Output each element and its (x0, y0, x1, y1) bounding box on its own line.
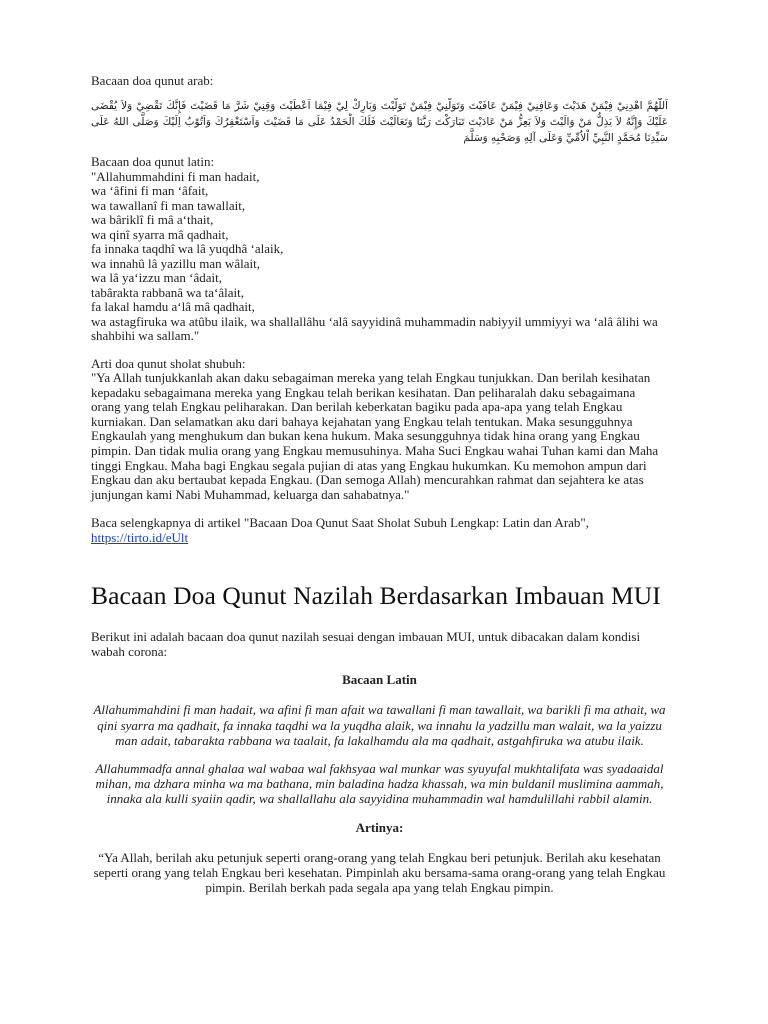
artinya-text: “Ya Allah, berilah aku petunjuk seperti orang-orang yang telah Engkau beri petunjuk. Berilah aku kesehatan seperti orang yang telah Engkau beri kesehatan. Pimpinlah aku bersama-sama orang-orang yang telah Engkau pimpin. Berilah berkah pada segala apa yang telah Engkau pimpin. (93, 849, 666, 896)
qunut-nazilah-latin-paragraph: Allahummadfa annal ghalaa wal wabaa wal fakhsyaa wal munkar was syuyufal mukhtalifata was syadaaidal mihan, ma dzhara minha wa ma bathana, min baladina hadza khassah, wa min buldanil muslimina aammah, innaka ala kulli syaiin qadir, wa shallallahu ala sayyidina muhammadin wal hamdulillahi rabbil alamin. (95, 761, 664, 807)
section-title: Bacaan Doa Qunut Nazilah Berdasarkan Imbauan MUI (91, 581, 661, 611)
qunut-nazilah-latin-paragraph: Allahummahdini fi man hadait, wa afini fi man afait wa tawallani fi man tawallait, wa barikli fi ma athait, wa qini syarra ma qadhait, fa innaka taqdhi wa la yuqdha alaik, wa innahu la yadzillu man walait, wa la yaizzu man adait, tabarakta rabbana wa taalait, fa lakalhamdu ala ma qadhait, astgahfiruka wa atubu ilaik. (93, 702, 666, 748)
arabic-doa-text: اَللّٰهُمَّ اهْدِنِيْ فِيْمَنْ هَدَيْتَ وَعَافِنِيْ فِيْمَنْ عَافَيْتَ وَتَوَلَّنِيْ فِيْمَنْ تَوَلَّيْتَ وَبَارِكْ لِيْ فِيْمَا اَعْطَيْتَ وَقِنِيْ شَرَّ مَا قَضَيْتَ فَإِنَّكَ تَقْضِيْ وَلاَ يُقْضَى عَلَيْكَ وَإِنَّهُ لاَ يَذِلُّ مَنْ وَالَيْتَ وَلاَ يَعِزُّ مَنْ عَادَيْتَ تَبَارَكْتَ رَبَّنَا وَتَعَالَيْتَ فَلَكَ الْحَمْدُ عَلَى مَا قَضَيْتَ وَاَسْتَغْفِرُكَ وَاَتُوْبُ اِلَيْكَ وَصَلَّى اللهُ عَلَى سَيِّدِنَا مُحَمَّدٍ النَّبِيِّ اْلاُمِّيِّ وَعَلَى آلِهِ وَصَحْبِهِ وَسَلَّمَ (91, 100, 668, 144)
document-page (91, 0, 668, 895)
source-note (91, 515, 668, 545)
source-text: Baca selengkapnya di artikel "Bacaan Doa Qunut Saat Sholat Subuh Lengkap: Latin dan Arab", (91, 515, 589, 531)
arti-doa-label: Arti doa qunut sholat shubuh: (91, 355, 246, 371)
source-link[interactable]: https://tirto.id/eUlt (91, 530, 189, 546)
latin-doa-line: wa qinî syarra mâ qadhait, (91, 226, 229, 242)
latin-doa-line: wa bâriklî fi mâ a‘thait, (91, 212, 214, 227)
artinya-heading: Artinya: (355, 819, 404, 835)
latin-doa-line: wa tawallanî fi man tawallait, (91, 197, 246, 213)
arti-doa-block (91, 357, 668, 503)
latin-doa-line: wa astagfiruka wa atûbu ilaik, wa shallallâhu ‘alâ sayyidinâ muhammadin nabiyyil ummiyyi wa ‘alâ âlihi wa shahbihi wa sallam." (91, 313, 658, 343)
arabic-doa-label: Bacaan doa qunut arab: (91, 73, 214, 88)
latin-doa-label: Bacaan doa qunut latin: (91, 154, 215, 169)
latin-doa-line: tabârakta rabbanâ wa ta‘âlait, (91, 284, 245, 300)
section-intro: Berikut ini adalah bacaan doa qunut nazilah sesuai dengan imbauan MUI, untuk dibacakan dalam kondisi wabah corona: (91, 629, 641, 660)
latin-doa-line: wa ‘âfini fi man ‘âfait, (91, 183, 209, 198)
latin-doa-line: wa innahû lâ yazillu man wâlait, (91, 255, 260, 271)
latin-heading: Bacaan Latin (342, 672, 417, 688)
latin-doa-line: fa innaka taqdhî wa lâ yuqdhâ ‘alaik, (91, 241, 284, 256)
latin-doa-line: "Allahummahdini fi man hadait, (91, 168, 260, 184)
arti-doa-text: "Ya Allah tunjukkanlah akan daku sebagaiman mereka yang telah Engkau tunjukkan. Dan berilah kesihatan kepadaku sebagaimana mereka yang Engkau telah berikan kesihatan. Dan peliharalah daku sebagaimana orang yang telah Engkau peliharakan. Dan berilah keberkatan bagiku pada apa-apa yang telah Engkau kurniakan. Dan selamatkan aku dari bahaya kejahatan yang Engkau telah tentukan. Maka sesungguhnya Engkaulah yang menghukum dan bukan kena hukum. Maka sesungguhnya tidak hina orang yang Engkau pimpin. Dan tidak mulia orang yang Engkau memusuhinya. Maha Suci Engkau wahai Tuhan kami dan Maha tinggi Engkau. Maha bagi Engkau segala pujian di atas yang Engkau hukumkan. Ku memohon ampun dari Engkau dan aku bertaubat kepada Engkau. (Dan semoga Allah) mencurahkan rahmat dan sejahtera ke atas junjungan kami Nabi Muhammad, keluarga dan sahabatnya." (91, 370, 659, 502)
latin-doa-block (91, 155, 668, 344)
latin-doa-line: fa lakal hamdu a‘lâ mâ qadhait, (91, 299, 255, 314)
latin-doa-line: wa lâ ya‘izzu man ‘âdait, (91, 270, 223, 285)
